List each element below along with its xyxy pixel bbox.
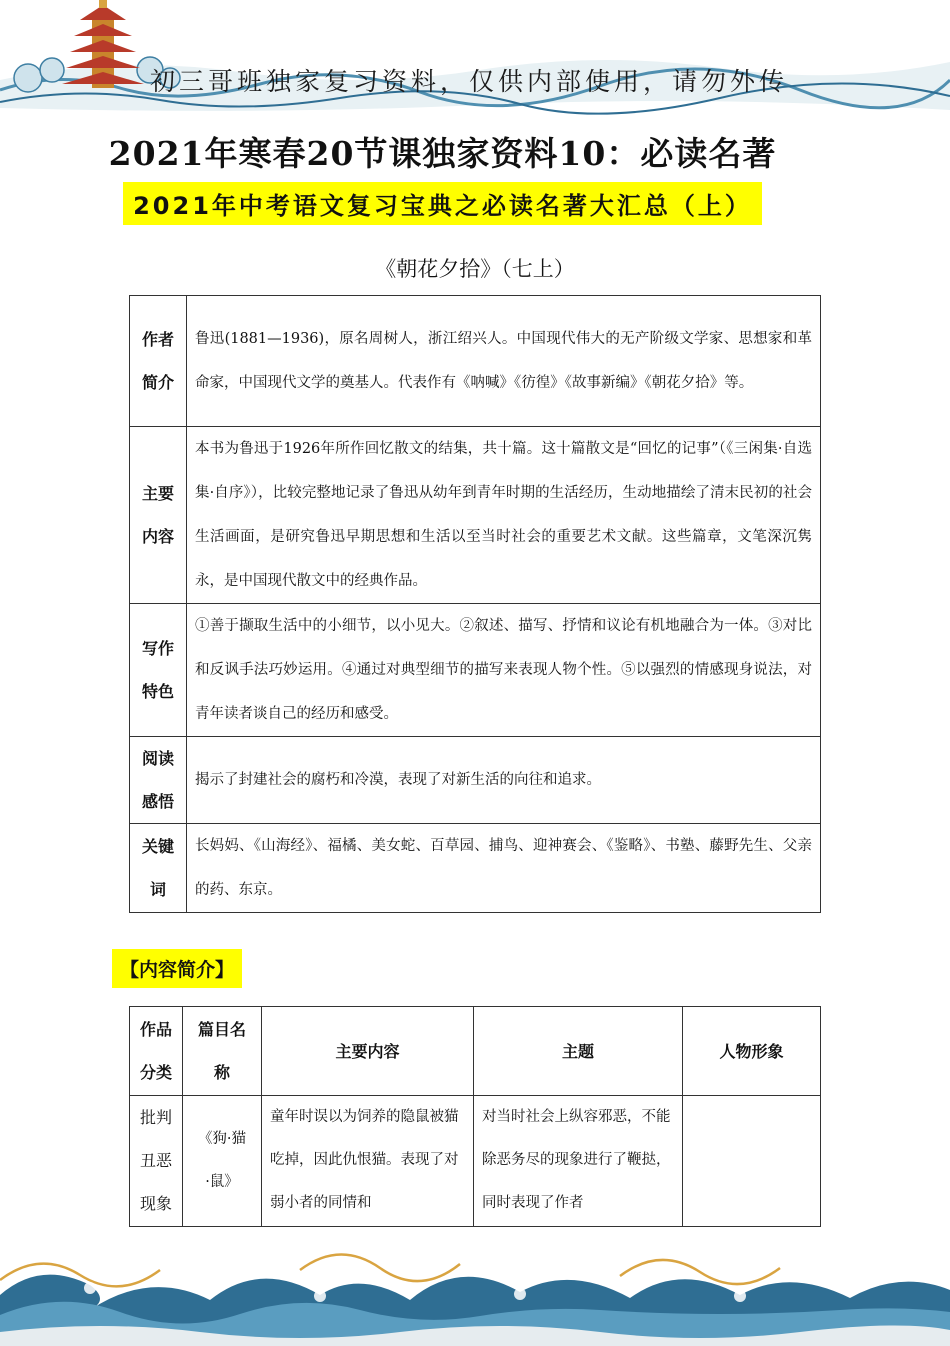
cell-title: 《狗·猫 ·鼠》 <box>183 1096 262 1227</box>
row-label: 阅读 感悟 <box>130 737 187 824</box>
table-row <box>130 1096 821 1227</box>
section-label: 【内容简介】 <box>112 949 242 988</box>
table-row <box>130 296 821 427</box>
row-content: ①善于撷取生活中的小细节，以小见大。②叙述、描写、抒情和议论有机地融合为一体。③对比和反讽手法巧妙运用。④通过对典型细节的描写来表现人物个性。⑤以强烈的情感现身说法，对青年读者谈自己的经历和感受。 <box>187 604 821 737</box>
header-theme: 主题 <box>474 1007 683 1096</box>
row-content: 揭示了封建社会的腐朽和冷漠，表现了对新生活的向往和追求。 <box>187 737 821 824</box>
row-label: 写作 特色 <box>130 604 187 737</box>
cell-category: 批判 丑恶 现象 <box>130 1096 183 1227</box>
row-label: 关键 词 <box>130 824 187 913</box>
cell-character <box>683 1096 821 1227</box>
header-character: 人物形象 <box>683 1007 821 1096</box>
row-content: 长妈妈、《山海经》、福橘、美女蛇、百草园、捕鸟、迎神赛会、《鉴略》、书塾、藤野先生、父亲的药、东京。 <box>187 824 821 913</box>
row-content: 本书为鲁迅于1926年所作回忆散文的结集，共十篇。这十篇散文是“回忆的记事”（《三闲集·自选集·自序》），比较完整地记录了鲁迅从幼年到青年时期的生活经历，生动地描绘了清末民初的社会生活画面，是研究鲁迅早期思想和生活以至当时社会的重要艺术文献。这些篇章，文笔深沉隽永，是中国现代散文中的经典作品。 <box>187 427 821 604</box>
header-title: 篇目名 称 <box>183 1007 262 1096</box>
row-label: 作者 简介 <box>130 296 187 427</box>
page-title: 2021年寒春20节课独家资料10：必读名著 <box>108 134 777 173</box>
subtitle-highlight: 2021年中考语文复习宝典之必读名著大汇总（上） <box>123 182 762 225</box>
table-row <box>130 427 821 604</box>
book-info-table <box>129 295 821 913</box>
footer-wave-decoration <box>0 1240 950 1346</box>
header-category: 作品 分类 <box>130 1007 183 1096</box>
row-content: 鲁迅(1881—1936)，原名周树人，浙江绍兴人。中国现代伟大的无产阶级文学家、思想家和革命家，中国现代文学的奠基人。代表作有《呐喊》《彷徨》《故事新编》《朝花夕拾》等。 <box>187 296 821 427</box>
watermark-banner: 初三哥班独家复习资料，仅供内部使用，请勿外传 <box>150 67 789 96</box>
table-row <box>130 604 821 737</box>
book-title: 《朝花夕拾》（七上） <box>375 257 575 281</box>
header-content: 主要内容 <box>262 1007 474 1096</box>
table-header-row <box>130 1007 821 1096</box>
content-summary-table <box>129 1006 821 1227</box>
table-row <box>130 824 821 913</box>
cell-content: 童年时误以为饲养的隐鼠被猫吃掉，因此仇恨猫。表现了对弱小者的同情和 <box>262 1096 474 1227</box>
table-row <box>130 737 821 824</box>
cell-theme: 对当时社会上纵容邪恶，不能除恶务尽的现象进行了鞭挞，同时表现了作者 <box>474 1096 683 1227</box>
row-label: 主要 内容 <box>130 427 187 604</box>
